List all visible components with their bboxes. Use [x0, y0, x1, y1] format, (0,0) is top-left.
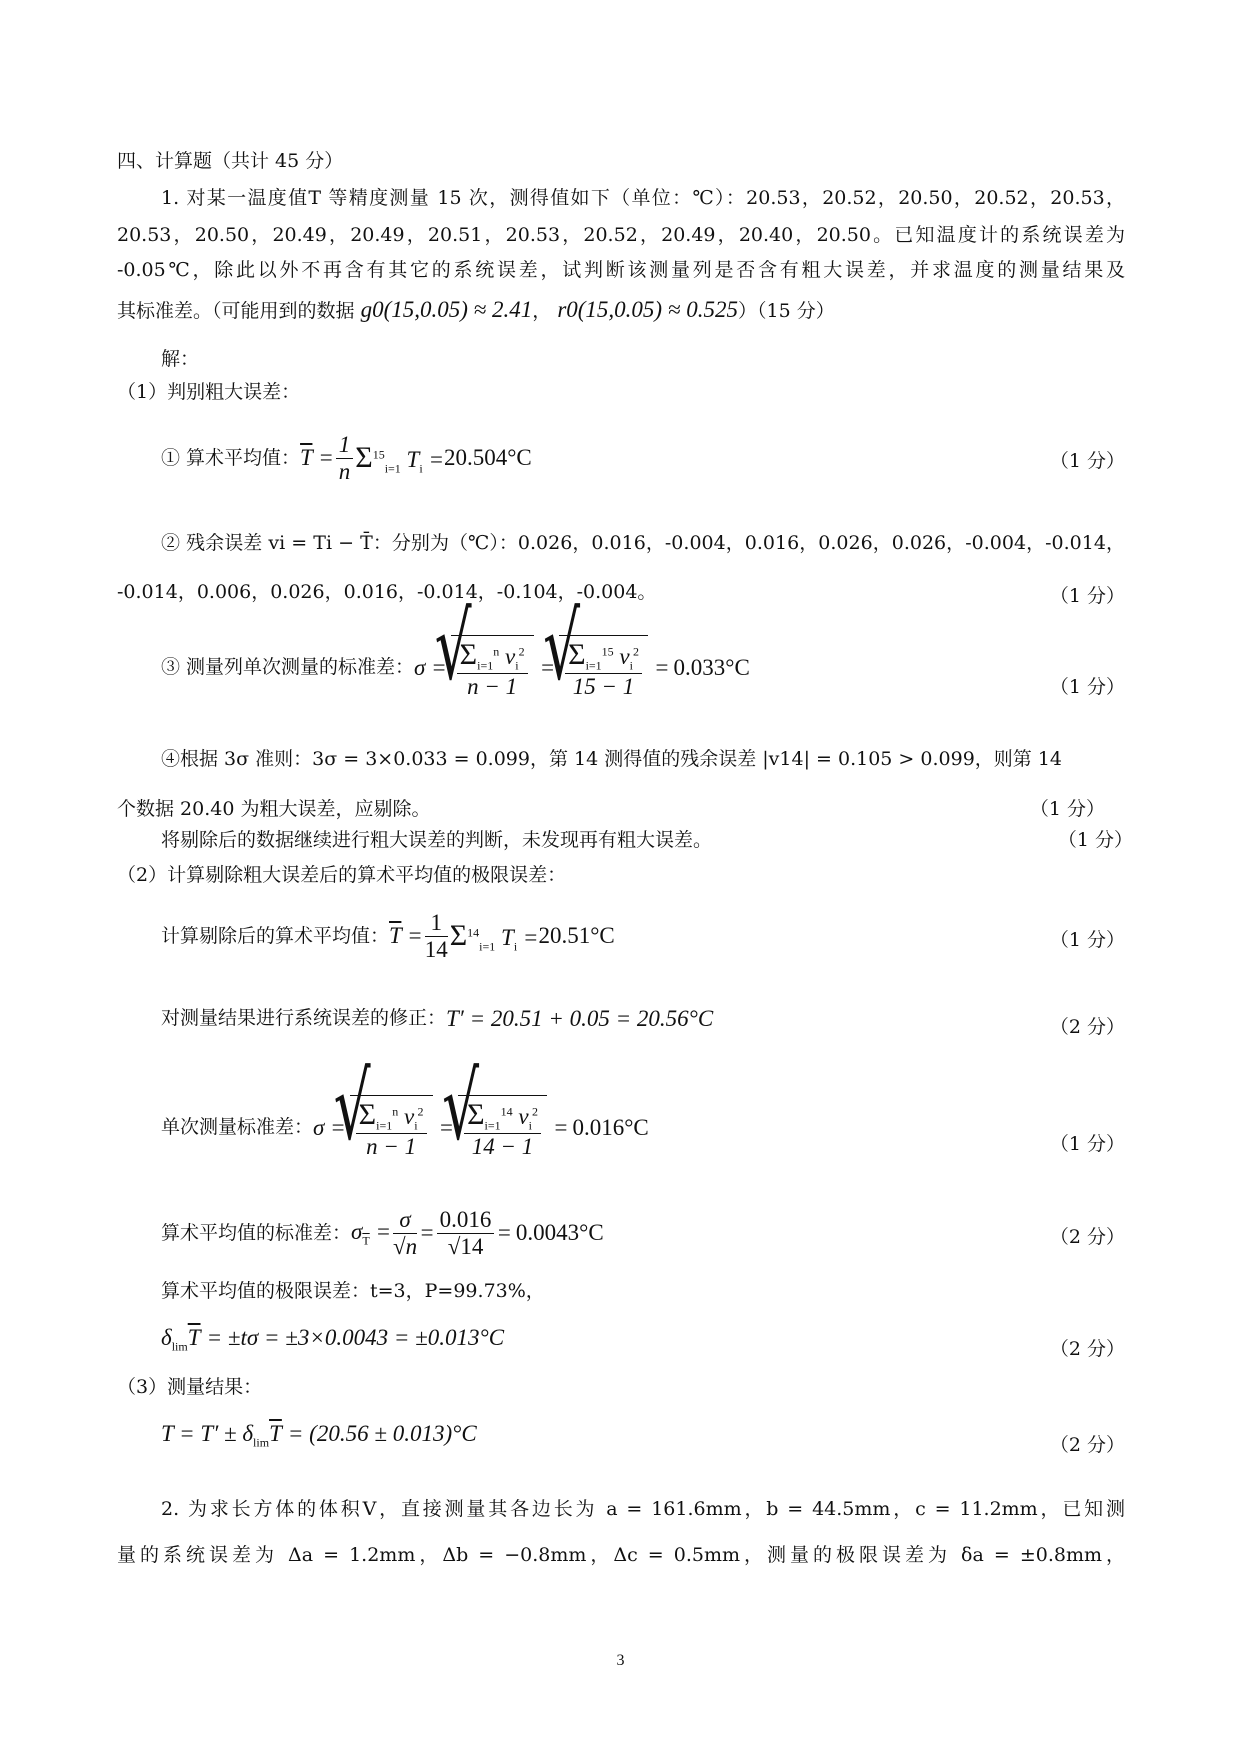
part2-stdmean	[161, 1198, 604, 1268]
sigma-symbol: σ =	[313, 1114, 346, 1140]
step1-result: 20.504°C	[443, 445, 532, 471]
step3-result: 0.033°C	[673, 654, 750, 680]
sqrt-14: √ $\frac{\Sigma_{i=1}^{14} v_i^2}{14 - 1}$	[458, 1095, 547, 1159]
part3-expr: = (20.56 ± 0.013)°C	[287, 1421, 477, 1446]
eq-sign: =	[419, 1220, 435, 1246]
step3-points: （1 分）	[1049, 676, 1125, 698]
step1	[161, 428, 532, 488]
part2-corr-label: 对测量结果进行系统误差的修正：	[161, 1007, 447, 1030]
part2-std-result: 0.016°C	[572, 1114, 649, 1140]
part2-std-label: 单次测量标准差：	[161, 1116, 314, 1139]
step2-line2: -0.014，0.006，0.026，0.016，-0.014，-0.104，-0.004。	[117, 581, 657, 603]
mean-symbol: $\overline{T}$ =	[389, 923, 423, 949]
problem1-points: （15 分）	[756, 300, 835, 322]
part2-lim-expr: = ±tσ = ±3×0.0043 = ±0.013°C	[206, 1325, 505, 1350]
part1-heading: （1）判别粗大误差：	[117, 381, 301, 403]
step5-text: 将剔除后的数据继续进行粗大误差的判断，未发现再有粗大误差。	[161, 829, 713, 851]
part2-corr-points: （2 分）	[1049, 1016, 1125, 1038]
step4-line1: ④根据 3σ 准则：3σ = 3×0.033 = 0.099，第 14 测得值的残余误差 |v14| = 0.105 > 0.099，则第 14	[161, 748, 1062, 770]
step4-line2: 个数据 20.40 为粗大误差，应剔除。	[117, 798, 431, 820]
stdmean-num: 0.016	[437, 1207, 495, 1233]
page-number: 3	[616, 1652, 625, 1669]
part3-result	[161, 1420, 477, 1450]
eq-sign: =	[496, 1220, 512, 1246]
step3	[161, 620, 750, 715]
problem1-line1: 1. 对某一温度值T 等精度测量 15 次，测得值如下（单位：℃）：20.53，20.52，20.50，20.52，20.53，	[161, 187, 1125, 209]
part2-lim-label: 算术平均值的极限误差：t=3，P=99.73%，	[161, 1280, 545, 1302]
step5-points: （1 分）	[1057, 829, 1133, 851]
delta-lim: $\delta_{lim}\overline{T}$	[161, 1325, 201, 1354]
eq-sign: =	[438, 1114, 455, 1140]
stdmean-den: √14	[447, 1233, 484, 1259]
step2-line1: ② 残余误差 vi = Ti − T̄：分别为（℃）：0.026，0.016，-0.004，0.016，0.026，0.026，-0.004，-0.014，	[161, 532, 1125, 554]
part3-points: （2 分）	[1049, 1434, 1125, 1456]
step3-label: ③ 测量列单次测量的标准差：	[161, 656, 415, 679]
mean-fraction: $\frac{1}{n}$	[336, 432, 354, 484]
sigma-symbol: σ =	[414, 654, 447, 680]
mean-fraction: $\frac{1}{14}$	[424, 910, 448, 962]
step4-points: （1 分）	[1029, 798, 1105, 820]
sum-expr: $\Sigma^{15}_{i=1}$ $T_i$ =	[355, 441, 444, 476]
sigma-over-sqrt-n: $\frac{\sigma}{√n}$	[392, 1207, 418, 1259]
part2-heading: （2）计算剔除粗大误差后的算术平均值的极限误差：	[117, 864, 567, 886]
part2-stdmean-label: 算术平均值的标准差：	[161, 1221, 352, 1244]
eq-sign: =	[552, 1114, 569, 1140]
r0-value: r0(15,0.05) ≈ 0.525	[557, 297, 738, 322]
problem1-line3: -0.05℃，除此以外不再含有其它的系统误差，试判断该测量列是否含有粗大误差，并求温度的测量结果及	[117, 259, 1125, 281]
problem1-line4-text: 其标准差。（可能用到的数据	[117, 300, 355, 322]
part2-mean-points: （1 分）	[1049, 929, 1125, 951]
problem1-line2: 20.53，20.50，20.49，20.49，20.51，20.53，20.52，20.49，20.40，20.50。已知温度计的系统误差为	[117, 224, 1125, 246]
part2-stdmean-points: （2 分）	[1049, 1226, 1125, 1248]
g0-value: g0(15,0.05) ≈ 2.41	[360, 297, 533, 322]
step1-label: ① 算术平均值：	[161, 446, 301, 469]
part2-lim-points: （2 分）	[1049, 1338, 1125, 1360]
mean-symbol: $\overline{T}$ =	[300, 445, 334, 471]
sqrt-n: √ $\frac{\Sigma_{i=1}^n v_i^2}{n - 1}$	[451, 635, 534, 699]
sum-expr: $\Sigma^{14}_{i=1}$ $T_i$ =	[449, 919, 539, 954]
solution-label: 解：	[161, 348, 200, 370]
step2-points: （1 分）	[1049, 585, 1125, 607]
step1-points: （1 分）	[1049, 450, 1125, 472]
part2-corr	[161, 1005, 713, 1033]
sqrt-15: √ $\frac{\Sigma_{i=1}^{15} v_i^2}{15 - 1}$	[559, 635, 648, 699]
part2-stdmean-result: 0.0043°C	[515, 1220, 604, 1246]
eq-sign: =	[653, 654, 670, 680]
part2-std	[161, 1080, 649, 1175]
part2-mean-result: 20.51°C	[538, 923, 615, 949]
part2-lim	[161, 1324, 504, 1354]
section-title: 四、计算题（共计 45 分）	[117, 150, 344, 172]
part2-mean-label: 计算剔除后的算术平均值：	[161, 924, 390, 947]
problem2-line1: 2. 为求长方体的体积V，直接测量其各边长为 a = 161.6mm，b = 44.5mm，c = 11.2mm，已知测	[161, 1498, 1125, 1520]
value-fraction	[437, 1207, 495, 1259]
sqrt-n: √ $\frac{\Sigma_{i=1}^n v_i^2}{n - 1}$	[350, 1095, 433, 1159]
result-lhs: $T = T' \pm \delta_{lim}\overline{T}$	[161, 1421, 282, 1450]
sigma-mean-symbol: $\sigma_{\overline{T}}$ =	[351, 1219, 391, 1248]
part2-std-points: （1 分）	[1049, 1133, 1125, 1155]
problem1-line4: 其标准差。（可能用到的数据 g0(15,0.05) ≈ 2.41， r0(15,0.05) ≈ 0.525）（15 分）	[117, 297, 835, 322]
part3-heading: （3）测量结果：	[117, 1376, 263, 1398]
problem2-line2: 量的系统误差为 Δa = 1.2mm，Δb = −0.8mm，Δc = 0.5mm，测量的极限误差为 δa = ±0.8mm，	[117, 1544, 1125, 1566]
part2-mean	[161, 906, 615, 966]
part2-corr-expr: T′ = 20.51 + 0.05 = 20.56°C	[446, 1006, 714, 1031]
eq-sign: =	[539, 654, 556, 680]
